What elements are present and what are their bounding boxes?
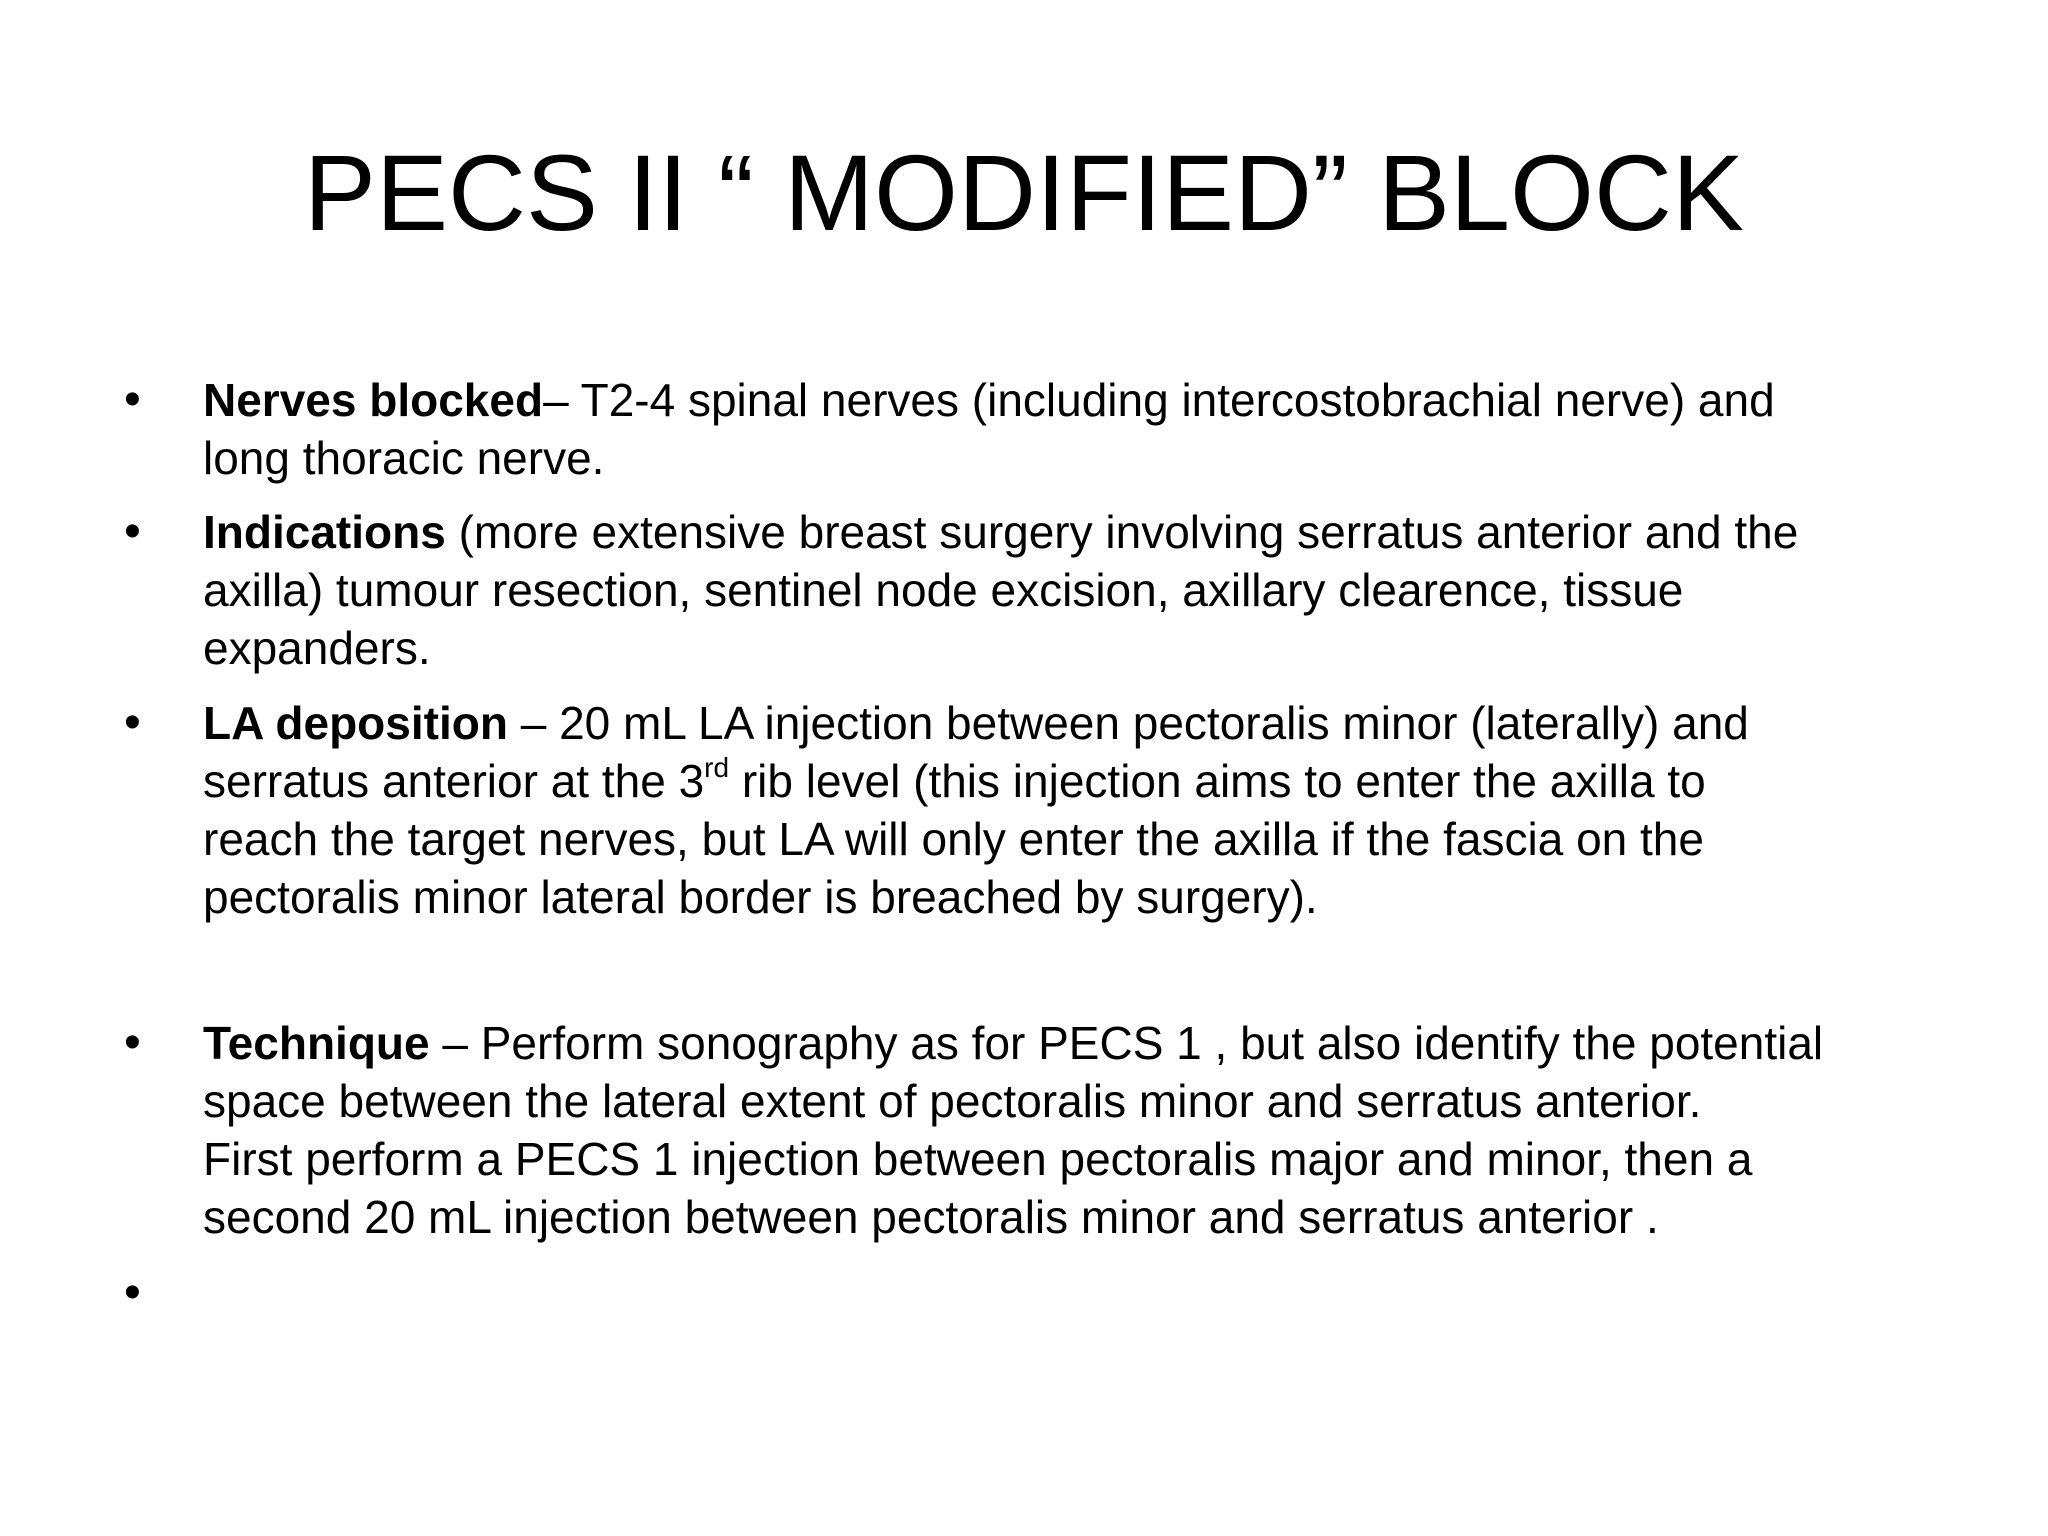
bullet-line: axilla) tumour resection, sentinel node excision, axillary clearence, tissue: [203, 564, 1684, 616]
bullet-line: pectoralis minor lateral border is breached by surgery).: [203, 871, 1318, 923]
bullet-line-text: – Perform sonography as for PECS 1 , but also identify the potential: [429, 1017, 1824, 1069]
bullet-line-text: (more extensive breast surgery involving serratus anterior and the: [445, 506, 1799, 558]
bullet-term: Indications: [203, 506, 446, 558]
bullet-line: space between the lateral extent of pectoralis minor and serratus anterior.: [203, 1075, 1702, 1127]
bullet-text: [203, 503, 1943, 677]
ordinal-superscript: rd: [704, 752, 730, 783]
bullet-dot: •: [124, 373, 141, 426]
bullet-term: Nerves blocked: [203, 374, 544, 426]
bullet-line-text: – T2-4 spinal nerves (including intercostobrachial nerve) and: [543, 374, 1775, 426]
bullet-term: LA deposition: [203, 697, 508, 749]
bullet-line: expanders.: [203, 622, 431, 674]
bullet-line: second 20 mL injection between pectoralis minor and serratus anterior .: [203, 1191, 1659, 1243]
bullet-line: [203, 371, 1943, 429]
bullet-term: Technique: [203, 1017, 430, 1069]
bullet-line: reach the target nerves, but LA will only enter the axilla if the fascia on the: [203, 813, 1704, 865]
bullet-line: [203, 694, 1943, 752]
bullet-line-text: – 20 mL LA injection between pectoralis minor (laterally) and: [507, 697, 1749, 749]
bullet-line: [203, 1014, 1943, 1072]
bullet-line: [203, 752, 1943, 810]
slide-title: PECS II “ MODIFIED” BLOCK: [303, 132, 1745, 253]
bullet-text: [203, 1014, 1943, 1246]
bullet-line-text: rib level (this injection aims to enter the axilla to: [729, 755, 1706, 807]
bullet-line: [203, 503, 1943, 561]
bullet-dot: •: [124, 505, 141, 558]
bullet-line: long thoracic nerve.: [203, 432, 605, 484]
bullet-line: First perform a PECS 1 injection between pectoralis major and minor, then a: [203, 1133, 1753, 1185]
bullet-line-text: serratus anterior at the 3: [203, 755, 705, 807]
bullet-dot: •: [124, 1266, 141, 1319]
bullet-text: [203, 694, 1943, 926]
bullet-text: [203, 371, 1943, 487]
bullet-dot: •: [124, 1016, 141, 1069]
bullet-dot: •: [124, 696, 141, 749]
